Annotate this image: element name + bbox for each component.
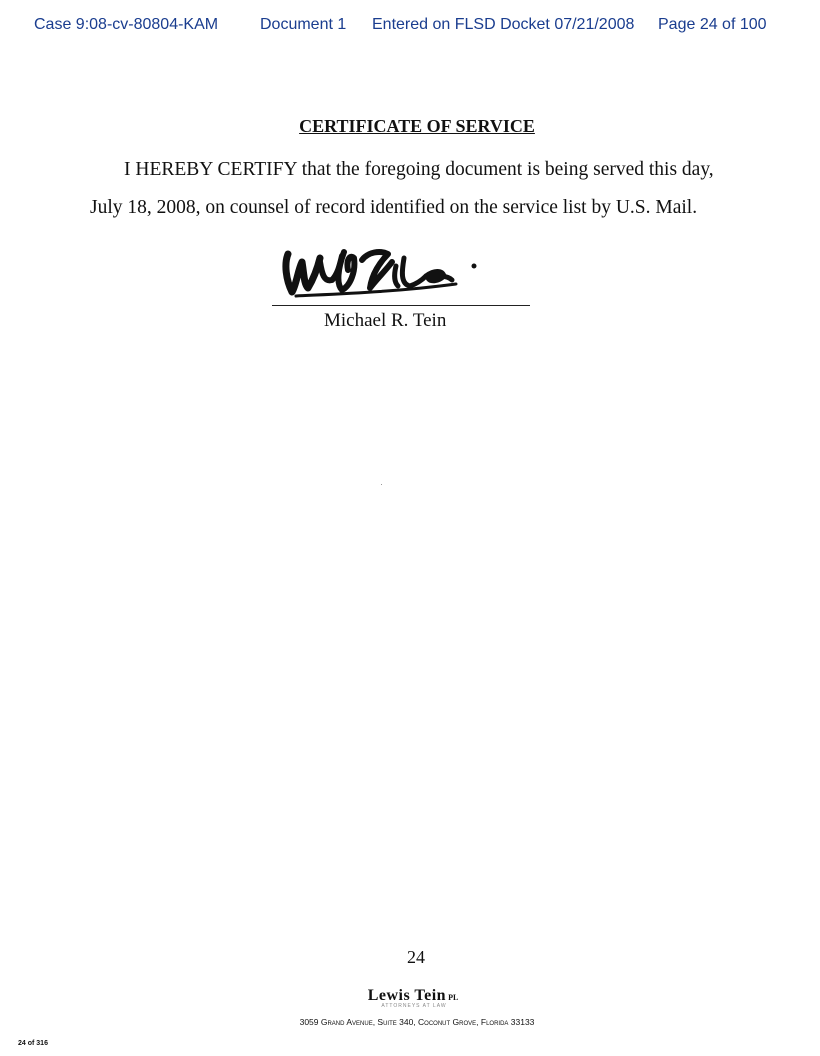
docket-entry-date: Entered on FLSD Docket 07/21/2008 [372, 16, 635, 33]
firm-suffix: PL [448, 993, 459, 1002]
document-label: Document 1 [260, 16, 347, 33]
certificate-title: CERTIFICATE OF SERVICE [299, 116, 535, 136]
firm-tagline: ATTORNEYS AT LAW [381, 1003, 447, 1009]
handwritten-signature [276, 240, 486, 302]
certificate-body-line-1: I HEREBY CERTIFY that the foregoing document is being served this day, [124, 159, 714, 180]
page-number: 24 [407, 947, 425, 967]
page-indicator: Page 24 of 100 [658, 16, 767, 33]
case-number: Case 9:08-cv-80804-KAM [34, 16, 219, 33]
firm-name: Lewis Tein [367, 987, 447, 1004]
firm-address: 3059 Grand Avenue, Suite 340, Coconut Grove, Florida 33133 [299, 1017, 535, 1027]
certificate-body-line-2: July 18, 2008, on counsel of record identified on the service list by U.S. Mail. [90, 197, 698, 218]
bates-number: 24 of 316 [18, 1040, 48, 1047]
signer-name: Michael R. Tein [324, 310, 447, 331]
scan-speck [381, 484, 382, 485]
signature-line [272, 305, 530, 306]
